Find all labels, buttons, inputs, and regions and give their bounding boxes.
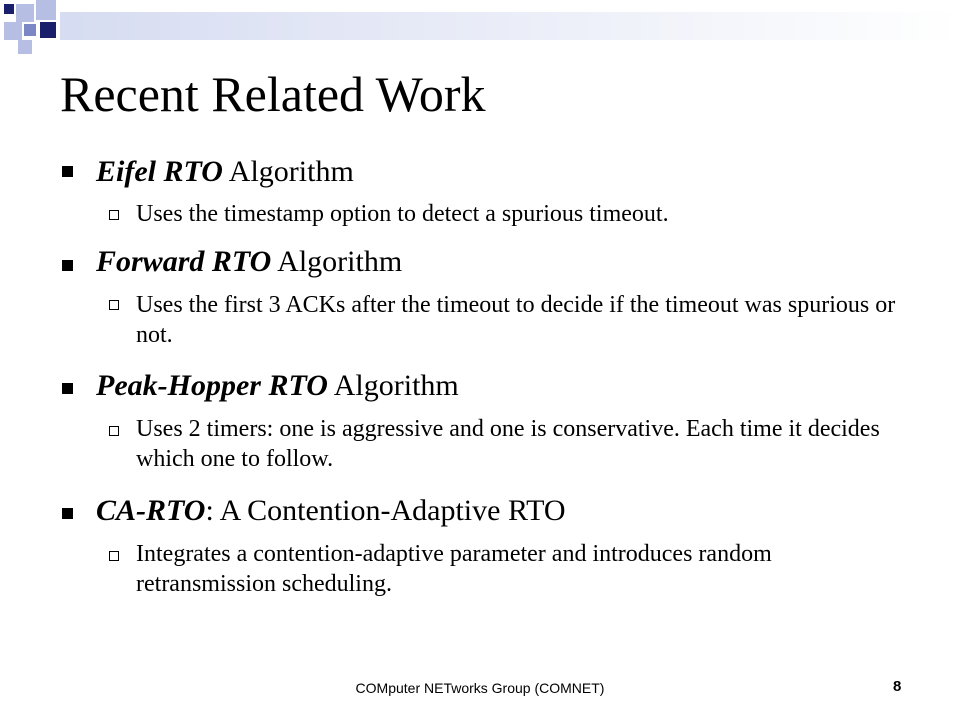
sub-bullet-text: Uses the first 3 ACKs after the timeout to decide if the timeout was spurious or not. [136, 292, 896, 348]
algorithm-name: Peak-Hopper RTO [96, 369, 328, 402]
bullet-square-icon [62, 383, 73, 394]
hollow-square-icon [109, 210, 119, 220]
bullet-square-icon [62, 260, 73, 271]
heading-rest: Algorithm [271, 245, 403, 278]
hollow-square-icon [109, 426, 119, 436]
bullet-heading [96, 368, 459, 404]
decor-square [18, 40, 32, 54]
heading-rest: : A Contention-Adaptive RTO [205, 494, 566, 527]
page-number: 8 [893, 678, 902, 695]
algorithm-name: Eifel RTO [96, 155, 223, 188]
header-gradient-bar [60, 12, 960, 40]
bullet-square-icon [62, 508, 73, 519]
hollow-square-icon [109, 551, 119, 561]
sub-bullet-text: Uses 2 timers: one is aggressive and one is conservative. Each time it decides which one to follow. [136, 416, 880, 472]
bullet-heading [96, 154, 354, 190]
heading-rest: Algorithm [327, 369, 459, 402]
sub-bullet-text: Integrates a contention-adaptive parameter and introduces random retransmission scheduling. [136, 541, 772, 597]
bullet-heading [96, 244, 402, 280]
footer-text: COMputer NETworks Group (COMNET) [355, 680, 605, 696]
decor-square [4, 22, 22, 40]
sub-bullet-text: Uses the timestamp option to detect a spurious timeout. [136, 201, 669, 227]
decor-square [36, 0, 56, 20]
bullet-heading [96, 493, 566, 529]
slide-title: Recent Related Work [60, 66, 486, 122]
decor-square [24, 24, 36, 36]
algorithm-name: Forward RTO [96, 245, 272, 278]
decor-square [40, 22, 56, 38]
heading-rest: Algorithm [222, 155, 354, 188]
decor-square [4, 4, 14, 14]
hollow-square-icon [109, 300, 119, 310]
algorithm-name: CA-RTO [96, 494, 206, 527]
decor-square [16, 4, 34, 22]
bullet-square-icon [62, 166, 73, 177]
